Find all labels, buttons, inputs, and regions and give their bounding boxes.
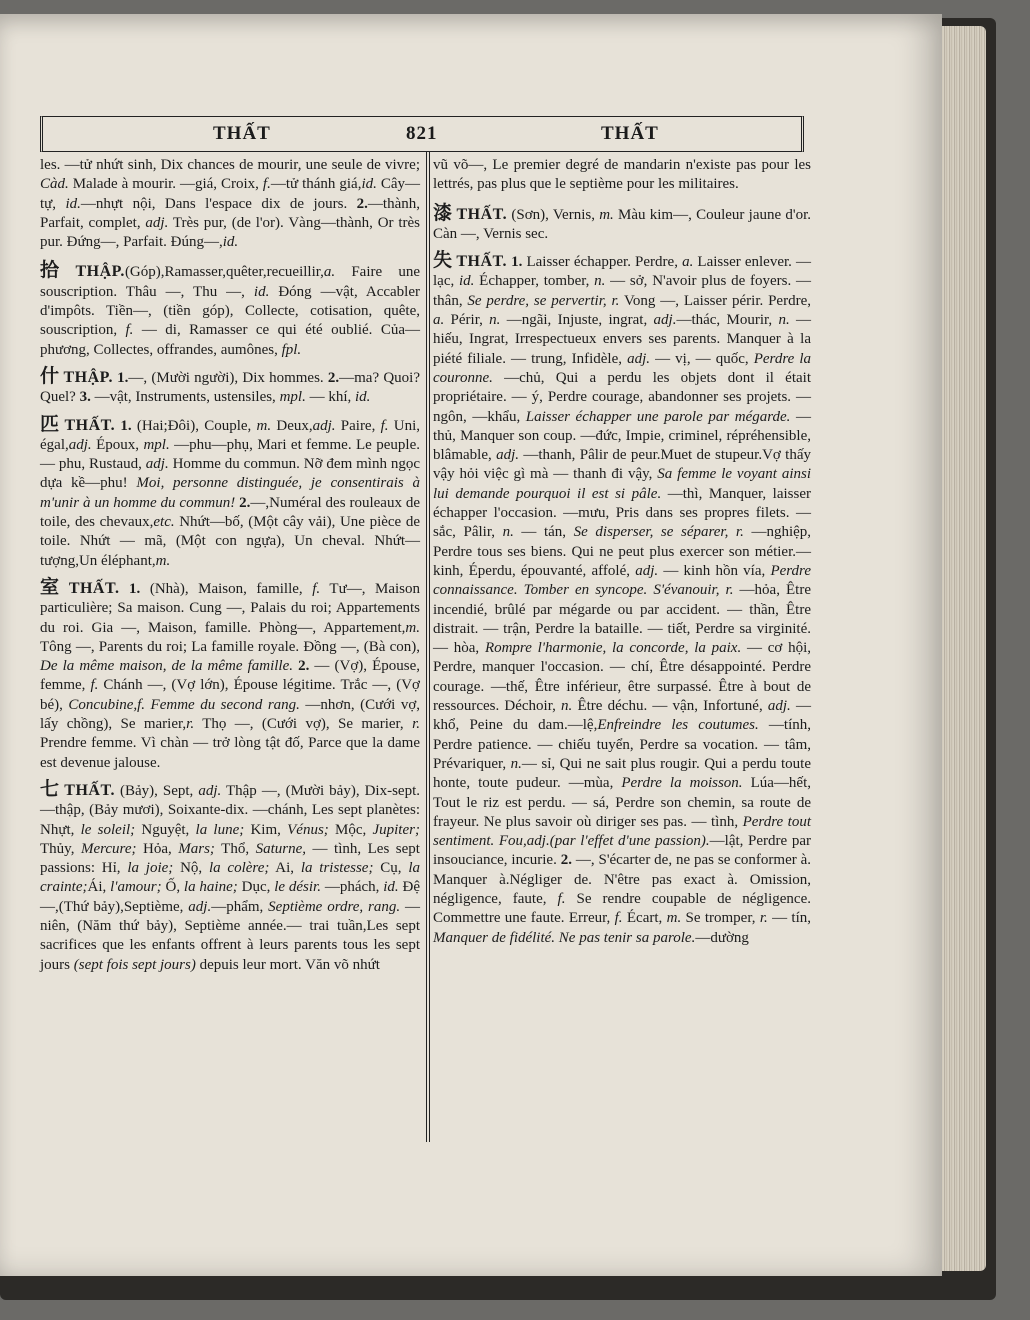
italic-text: n. xyxy=(778,312,790,329)
entry-text: Époux, xyxy=(91,436,144,453)
entry-text: Très pur, (de l'or). Vàng—thành, Or très pur. Đứng—, Parfait. Đúng—, xyxy=(40,214,420,251)
entry-text: (Góp),Ramasser,quêter,recueillir, xyxy=(124,264,324,281)
italic-text: adj. xyxy=(68,436,92,453)
entry-text: —vật, Instruments, ustensiles, xyxy=(90,389,280,406)
entry-text: —lật, Perdre par insouciance, incurie. xyxy=(433,833,812,869)
entry-text: —tính, Perdre patience. — chiếu tuyển, Perdre sa vocation. — tâm, Prévariquer, xyxy=(433,717,811,772)
entry-text: — khí, xyxy=(305,389,355,406)
entry-text: — tình, Les sept passions: Hỉ, xyxy=(40,840,420,877)
entry-text: (Nhà), Maison, famille, xyxy=(140,580,313,597)
italic-text: etc. xyxy=(153,514,175,531)
entry-text: Màu kim—, Couleur jaune d'or. Càn —, Vernis sec. xyxy=(433,206,811,242)
entry-text: —phẩm, xyxy=(211,898,269,915)
italic-text: Manquer de fidélité. Ne pas tenir sa parole. xyxy=(433,929,696,946)
italic-text: adj. xyxy=(635,562,659,579)
italic-text: f. xyxy=(312,580,321,597)
italic-text: a. xyxy=(433,312,445,329)
han-character: 漆 xyxy=(433,202,453,224)
italic-text: Saturne, xyxy=(255,840,307,857)
entry-text: Tông —, Parents du roi; La famille royale. Đồng —, (Bà con), xyxy=(40,638,420,655)
entry-text: (Bảy), Sept, xyxy=(114,782,199,799)
entry-text: Thủy, xyxy=(40,840,81,857)
dictionary-entry-that-son xyxy=(433,204,811,245)
entry-text: Homme du commun. Nỡ đem mình ngọc dựa kề—phu! xyxy=(40,456,420,492)
entry-text: —phu—phụ, Mari et femme. Le peuple. — phu, Rustaud, xyxy=(40,436,420,473)
italic-text: Perdre connaissance. Tomber en syncope. S'évanouir, r. xyxy=(433,562,811,599)
italic-text: Jupiter; xyxy=(372,821,420,838)
entry-text: Lúa—hết, Tout le riz est perdu. — sá, Perdre son chemin, sa route de frayeur. Ne plus savoir où diriger ses pas. — tình, xyxy=(433,775,811,830)
italic-text: m. xyxy=(666,910,682,927)
italic-text: adj. xyxy=(312,417,336,434)
column-divider xyxy=(426,152,430,1142)
entry-text: —thanh, Pâlir de peur.Muet de stupeur.Vợ thấy vậy hỏi việc gì mà — thanh đi vậy, xyxy=(433,447,811,483)
italic-text: id. xyxy=(222,234,239,251)
entry-text: Paire, xyxy=(335,417,381,434)
italic-text: m. xyxy=(256,417,272,434)
entry-text: Nộ, xyxy=(173,860,209,877)
italic-text: fpl. xyxy=(281,341,302,358)
dictionary-entry-thap-gop xyxy=(40,261,420,359)
entry-text: — kinh hồn vía, xyxy=(658,562,771,579)
entry-text: Périr, xyxy=(444,312,490,329)
italic-text: l'amour; xyxy=(110,879,162,896)
italic-text: Vénus; xyxy=(287,821,329,838)
entry-text: — sỉ, Qui ne sait plus rougir. Qui a perdu toute honte, toute pudeur. —mùa, xyxy=(433,755,811,792)
italic-text: adj. xyxy=(767,698,791,715)
entry-text: —, (Mười người), Dix hommes. xyxy=(128,369,328,386)
entry-text: vũ võ—, Le premier degré de mandarin n'existe pas pour les lettrés, pas plus que le septième pour les militaires. xyxy=(433,157,811,193)
running-header xyxy=(40,116,804,152)
entry-text: —thác, Mourir, xyxy=(676,312,779,329)
entry-text: Écart, xyxy=(622,910,667,927)
italic-text: adj. xyxy=(145,214,169,231)
entry-text: —tử thánh giá, xyxy=(270,176,362,193)
entry-text: — thủ, Manquer son coup. —đức, Impie, criminel, répréhensible, blâmable, xyxy=(433,408,811,464)
entry-text: —hỏa, Être incendié, brûlé par mégarde ou par accident. — thần, Être distrait. — trận, Perdre la bataille. — tiết, Perdre sa virginité. — hòa, xyxy=(433,582,811,657)
sense-number: 1. xyxy=(129,580,141,597)
entry-text: — di, Ramasser ce qui été oublié. Của—phương, Collectes, offrandes, aumônes, xyxy=(40,322,420,358)
entry-text: (Sơn), Vernis, xyxy=(507,206,600,223)
han-character: 七 xyxy=(40,778,61,800)
italic-text: adj. xyxy=(496,447,519,464)
italic-text: f. xyxy=(125,322,134,339)
entry-text: Nguyệt, xyxy=(135,821,196,838)
entry-text: —nhơn, (Cưới vợ, lấy chồng), Se marier, xyxy=(40,696,420,733)
entry-text: Laisser échapper. Perdre, xyxy=(522,254,683,271)
entry-text: —niên, (Năm thứ bảy), Septième année.— trai tuần,Les sept sacrifices que les enfants offrent à leurs parents tous les sept jours xyxy=(40,898,421,973)
italic-text: la haine; xyxy=(183,879,238,896)
italic-text: mpl. xyxy=(143,436,170,453)
sense-number: 2. xyxy=(356,195,368,212)
italic-text: Laisser échapper une parole par mégarde. xyxy=(525,408,791,425)
italic-text: la colère; xyxy=(208,860,270,877)
italic-text: n. xyxy=(489,312,501,329)
italic-text: f. xyxy=(90,677,99,694)
italic-text: Sa femme le voyant ainsi lui demande pourquoi il est si pâle. xyxy=(433,466,811,502)
entry-text: —thành, Parfait, complet, xyxy=(40,195,420,231)
entry-text: Mộc, xyxy=(328,821,373,838)
italic-text: le soleil; xyxy=(80,821,136,838)
entry-text: Đóng —vật, Accabler d'impôts. Tiền—, (tiền góp), Collecte, cotisation, quête, souscription, xyxy=(40,283,420,339)
entry-text xyxy=(119,581,129,597)
italic-text: adj. xyxy=(145,456,169,473)
dictionary-entry-cont xyxy=(40,156,420,252)
han-character: 失 xyxy=(433,250,453,272)
italic-text: Perdre tout sentiment. Fou,adj.(par l'effet d'une passion). xyxy=(433,813,811,850)
entry-text: — cơ hội, Perdre, manquer l'occasion. — chí, Être désappointé. Perdre courage. —thế, Être inférieur, être surpassé. Être à bout de ressources. Déchoir, xyxy=(433,640,811,715)
italic-text: le désir. xyxy=(274,879,321,896)
italic-text: adj. xyxy=(188,898,212,915)
italic-text: id. xyxy=(459,273,475,290)
entry-text: Chánh —, (Vợ lớn), Épouse légitime. Trắc —, (Vợ bé), xyxy=(40,677,420,713)
han-character: 匹 xyxy=(40,413,61,435)
entry-text: Deux, xyxy=(271,417,313,434)
entry-text: — (Vợ), Épouse, femme, xyxy=(40,658,420,694)
sense-number: 2. xyxy=(327,369,340,386)
dictionary-entry-that-bay xyxy=(40,780,420,975)
italic-text: mpl. xyxy=(279,389,306,406)
italic-text: Mercure; xyxy=(80,840,137,857)
dictionary-entry-that-nha xyxy=(40,578,420,773)
entry-text: —,Numéral des rouleaux de toile, des chevaux, xyxy=(40,494,421,531)
entry-text: Kim, xyxy=(244,821,288,838)
italic-text: Rompre l'harmonie, la concorde, la paix. xyxy=(484,640,742,657)
entry-text: Thọ —, (Cưới vợ), Se marier, xyxy=(194,716,413,733)
italic-text: Enfreindre les coutumes. xyxy=(597,717,759,734)
entry-text: Ố, xyxy=(161,879,184,896)
italic-text: Septième ordre, rang. xyxy=(268,898,401,915)
entry-text: —thì, Manquer, laisser échapper l'occasion. —mưu, Pris dans ses propres filets. —sắc, Pâlir, xyxy=(433,485,811,541)
dictionary-entry-that-mat xyxy=(433,251,811,948)
dictionary-entry-cont xyxy=(433,156,811,195)
italic-text: id. xyxy=(383,879,399,896)
italic-text: la tristesse; xyxy=(300,860,374,877)
entry-text: Uni, égal, xyxy=(40,417,421,453)
italic-text: m. xyxy=(405,619,420,636)
headword: THẤT. xyxy=(68,579,120,597)
italic-text: r. xyxy=(759,910,768,927)
italic-text: f. xyxy=(614,910,623,927)
italic-text: id. xyxy=(361,176,377,193)
italic-text: Perdre la couronne. xyxy=(433,350,812,386)
entry-text: — tán, xyxy=(513,524,574,541)
sense-number: 2. xyxy=(298,658,310,675)
italic-text: adj. xyxy=(198,782,222,799)
headword: THẬP. xyxy=(63,368,113,386)
entry-text: —ngãi, Injuste, ingrat, xyxy=(500,312,654,329)
italic-text: id. xyxy=(354,389,371,406)
entry-text: —ma? Quoi? Quel? xyxy=(40,369,420,406)
headword: THẬP. xyxy=(75,263,125,281)
entry-text: Thổ, xyxy=(214,840,256,857)
entry-text: Cụ, xyxy=(373,860,409,877)
italic-text: a. xyxy=(682,254,694,271)
italic-text: Mars; xyxy=(178,840,215,857)
italic-text: Moi, personne distinguée, je consentirais à m'unir à un homme du commun! xyxy=(40,475,420,511)
entry-text: — hiếu, Ingrat, Irrespectueux envers ses parents. Manquer à la piété filiale. — trung, Infidèle, xyxy=(433,312,812,367)
italic-text: la joie; xyxy=(127,860,174,877)
entry-text: Être déchu. — vận, Infortuné, xyxy=(572,698,768,715)
header-left-word: THẤT xyxy=(213,123,271,144)
entry-text: Ai, xyxy=(269,860,301,877)
entry-text: Faire une souscription. Thâu —, Thu —, xyxy=(40,264,420,300)
italic-text: (sept fois sept jours) xyxy=(73,956,196,973)
italic-text: adj. xyxy=(653,312,677,329)
italic-text: r. xyxy=(186,716,195,733)
italic-text: id. xyxy=(253,283,270,300)
italic-text: Se disperser, se séparer, r. xyxy=(573,524,744,541)
han-character: 室 xyxy=(40,576,65,598)
sense-number: 1. xyxy=(120,417,132,434)
entry-text: Cây—tự, xyxy=(40,176,420,212)
dictionary-entry-thap-muoi xyxy=(40,367,420,408)
sense-number: 1. xyxy=(511,254,523,271)
entry-text: Prendre femme. Vì chàn — trở lòng tật đố, Parce que la dame est devenue jalouse. xyxy=(40,735,420,771)
italic-text: De la même maison, de la même famille. xyxy=(40,658,293,675)
italic-text: a. xyxy=(323,264,336,281)
italic-text: r. xyxy=(412,716,420,733)
entry-text: Échapper, tomber, xyxy=(474,273,595,290)
italic-text: m. xyxy=(599,206,614,223)
entry-text: depuis leur mort. Văn võ nhứt xyxy=(195,956,380,973)
entry-text: —nghiệp, Perdre tous ses biens. Qui ne peut plus exercer son métier.—kinh, Éperdu, épouvanté, affolé, xyxy=(433,524,812,579)
headword: THẤT. xyxy=(64,781,115,799)
dictionary-entry-that-doi xyxy=(40,415,420,571)
entry-text: Ái, xyxy=(87,879,111,896)
italic-text: m. xyxy=(155,552,171,569)
entry-text: — khổ, Peine du dam.—lệ, xyxy=(433,698,811,734)
entry-text: Se rendre coupable de négligence. Commettre une faute. Erreur, xyxy=(433,890,811,927)
headword: THẤT. xyxy=(456,205,508,223)
italic-text: f. xyxy=(557,890,566,907)
entry-text: — tín, xyxy=(767,910,812,927)
italic-text: id. xyxy=(65,195,81,212)
entry-text: Laisser enlever. — lạc, xyxy=(433,254,811,290)
entry-text: —dường xyxy=(695,929,749,946)
headword: THẤT. xyxy=(64,416,116,434)
page-number: 821 xyxy=(406,123,438,144)
sense-number: 3. xyxy=(79,389,91,406)
entry-text: —chủ, Qui a perdu les objets dont il était propriétaire. — ý, Perdre courage, abandonner ses projets. —ngôn, —khẩu, xyxy=(433,369,811,425)
entry-text: Đệ—,(Thứ bảy),Septième, xyxy=(40,879,420,915)
entry-text: Hỏa, xyxy=(136,840,179,857)
sense-number: 2. xyxy=(560,852,572,869)
entry-text: Se tromper, xyxy=(681,910,760,927)
left-column xyxy=(40,156,420,982)
header-right-word: THẤT xyxy=(601,123,659,144)
italic-text: f. xyxy=(380,417,389,434)
sense-number: 1. xyxy=(117,369,129,386)
italic-text: n. xyxy=(561,698,573,715)
han-character: 什 xyxy=(40,365,60,387)
han-character: 拾 xyxy=(40,260,72,282)
italic-text: n. xyxy=(502,524,514,541)
sense-number: 2. xyxy=(239,494,251,511)
entry-text: Nhứt—bố, (Một cây vải), Une pièce de toile. Nhứt — mã, (Một con ngựa), Un cheval. Nhứt—tượng,Un éléphant, xyxy=(40,514,420,569)
italic-text: n. xyxy=(594,273,606,290)
entry-text: Dục, xyxy=(237,879,275,896)
italic-text: Perdre la moisson. xyxy=(621,775,743,792)
italic-text: f. xyxy=(262,176,271,193)
italic-text: adj. xyxy=(627,350,650,367)
entry-text: Thập —, (Mười bảy), Dix-sept. —thập, (Bảy mươi), Soixante-dix. —chánh, Les sept planètes: Nhựt, xyxy=(40,782,420,838)
italic-text: la crainte; xyxy=(40,860,420,896)
entry-text: —phách, xyxy=(320,879,384,896)
entry-text: Malade à mourir. —giá, Croix, xyxy=(68,176,263,193)
entry-text: les. —tử nhứt sinh, Dix chances de mourir, une seule de vivre; xyxy=(40,157,420,173)
italic-text: Se perdre, se pervertir, r. xyxy=(467,292,620,309)
entry-text: Tư—, Maison particulière; Sa maison. Cung —, Palais du roi; Appartements du roi. Gia —, Maison, famille. Phòng—, Appartement, xyxy=(40,580,420,636)
entry-text: — sở, N'avoir plus de foyers. — thân, xyxy=(433,273,812,309)
right-column xyxy=(433,156,811,955)
italic-text: n. xyxy=(510,755,522,772)
italic-text: Càd. xyxy=(40,176,69,193)
italic-text: Concubine,f. Femme du second rang. xyxy=(68,696,300,713)
headword: THẤT. xyxy=(456,253,508,271)
entry-text: —nhựt nội, Dans l'espace dix de jours. xyxy=(80,195,357,212)
entry-text: —, S'écarter de, ne pas se conformer à. Manquer à.Négliger de. N'être pas exact à. Omission, négligence, faute, xyxy=(433,852,812,907)
entry-text: (Hai;Đôi), Couple, xyxy=(131,417,257,434)
entry-text: — vị, — quốc, xyxy=(650,350,754,367)
italic-text: la lune; xyxy=(195,821,245,838)
entry-text: Vong —, Laisser périr. Perdre, xyxy=(619,292,811,309)
